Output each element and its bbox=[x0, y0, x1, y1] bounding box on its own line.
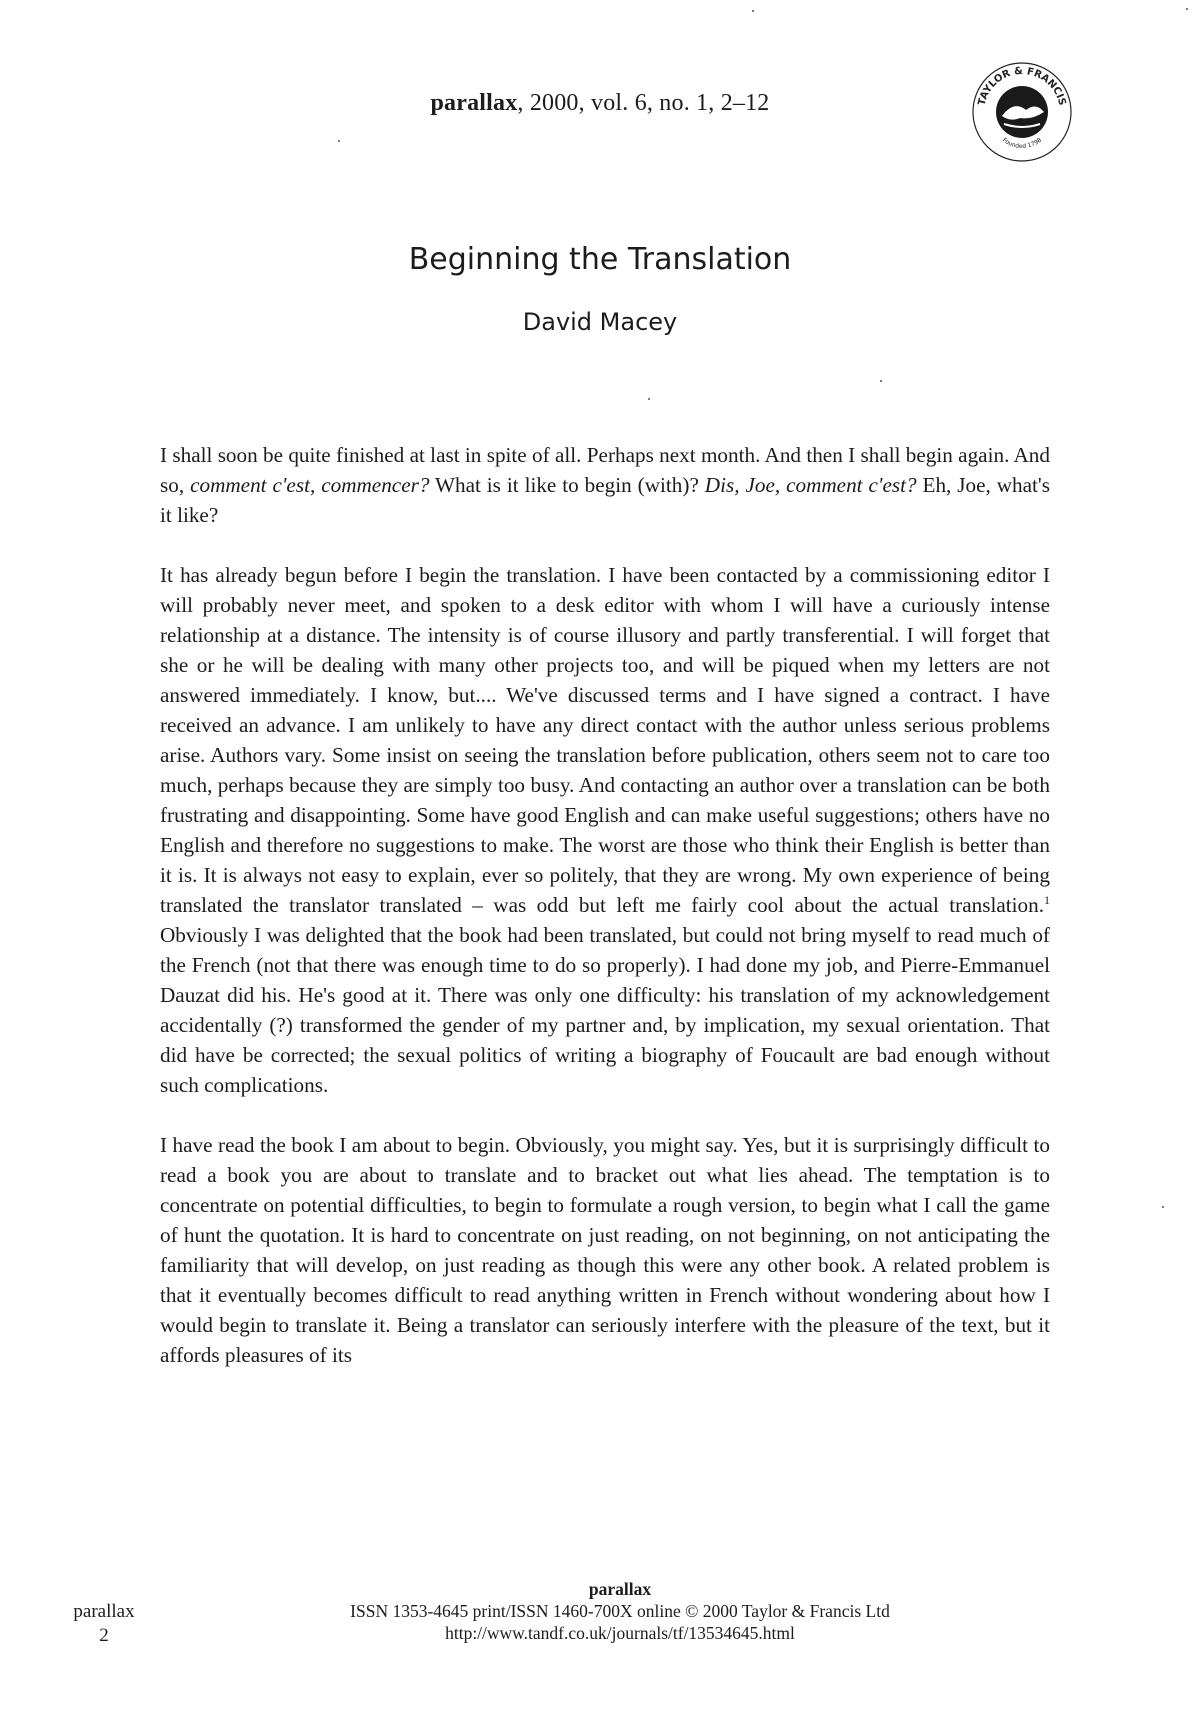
seal-text-bottom: Founded 1798 bbox=[1000, 136, 1044, 151]
paragraph-1-italic-a: comment c'est, commencer? bbox=[190, 473, 430, 497]
paragraph-1-text-c: Eh, Joe, what's it like? bbox=[160, 473, 1050, 527]
page-number: 2 bbox=[99, 1625, 109, 1646]
scan-speck bbox=[752, 10, 754, 12]
footer-journal-left: parallax bbox=[73, 1601, 135, 1622]
journal-citation: , 2000, vol. 6, no. 1, 2–12 bbox=[517, 90, 770, 116]
paragraph-2-text-a: It has already begun before I begin the translation. I have been contacted by a commissioning editor I will probably never meet, and spoken to a desk editor with whom I will have a curiously intense relationship at a distance. The intensity is of course illusory and partly transferential. I will forget that she or he will be dealing with many other projects too, and will be piqued when my letters are not answered immediately. I know, but.... We've discussed terms and I have signed a contract. I have received an advance. I am unlikely to have any direct contact with the author unless serious problems arise. Authors vary. Some insist on seeing the translation before publication, others seem not to care too much, perhaps because they are simply too busy. And contacting an author over a translation can be both frustrating and disappointing. Some have good English and can make useful suggestions; others have no English and therefore no suggestions to make. The worst are those who think their English is better than it is. It is always not easy to explain, ever so politely, that they are wrong. My own experience of being translated the translator translated – was odd but left me fairly cool about the actual translation. bbox=[160, 563, 1050, 917]
footnote-ref: 1 bbox=[1044, 892, 1050, 907]
footer-journal: parallax bbox=[588, 1579, 652, 1599]
scan-speck bbox=[880, 380, 882, 382]
paragraph-1-text-b: What is it like to begin (with)? bbox=[429, 473, 705, 497]
scan-speck bbox=[338, 140, 340, 142]
journal-name: parallax bbox=[430, 90, 518, 116]
paragraph-1-italic-b: Dis, Joe, comment c'est? bbox=[704, 473, 917, 497]
paragraph-1-text-a: I shall soon be quite finished at last in spite of all. Perhaps next month. And then I shall begin again. And so, bbox=[160, 443, 1050, 497]
paragraph-3: I have read the book I am about to begin. Obviously, you might say. Yes, but it is surprisingly difficult to read a book you are about to translate and to bracket out what lies ahead. The temptation is to concentrate on potential difficulties, to begin to formulate a rough version, to begin what I call the game of hunt the quotation. It is hard to concentrate on just reading, on not beginning, on not anticipating the familiarity that will develop, on just reading as though this were any other book. A related problem is that it eventually becomes difficult to read anything written in French without wondering about how I would begin to translate it. Being a translator can seriously interfere with the pleasure of the text, but it affords pleasures of its bbox=[160, 1133, 1050, 1367]
article-title: Beginning the Translation bbox=[408, 242, 792, 277]
publisher-seal-icon bbox=[970, 60, 1074, 164]
footer-url: http://www.tandf.co.uk/journals/tf/13534645.html bbox=[445, 1623, 795, 1643]
scan-speck bbox=[648, 398, 650, 400]
paragraph-2-text-b: Obviously I was delighted that the book had been translated, but could not bring myself to read much of the French (not that there was enough time to do so properly). I had done my job, and Pierre-Emmanuel Dauzat did his. He's good at it. There was only one difficulty: his translation of my acknowledgement accidentally (?) transformed the gender of my partner and, by implication, my sexual orientation. That did have be corrected; the sexual politics of writing a biography of Foucault are bad enough without such complications. bbox=[160, 923, 1050, 1097]
seal-text-top: TAYLOR & FRANCIS bbox=[976, 65, 1068, 107]
article-author: David Macey bbox=[522, 308, 678, 336]
paragraph-2 bbox=[160, 560, 1050, 1100]
footer-issn: ISSN 1353-4645 print/ISSN 1460-700X online © 2000 Taylor & Francis Ltd bbox=[350, 1601, 890, 1621]
article-body bbox=[160, 440, 1050, 1370]
page-footer bbox=[300, 1578, 940, 1644]
svg-text:Founded 1798 bbox=[1001, 137, 1043, 151]
page-footer-left bbox=[64, 1600, 144, 1648]
paragraph-1 bbox=[160, 440, 1050, 530]
scan-speck bbox=[1186, 8, 1188, 10]
scan-speck bbox=[1162, 1206, 1164, 1208]
